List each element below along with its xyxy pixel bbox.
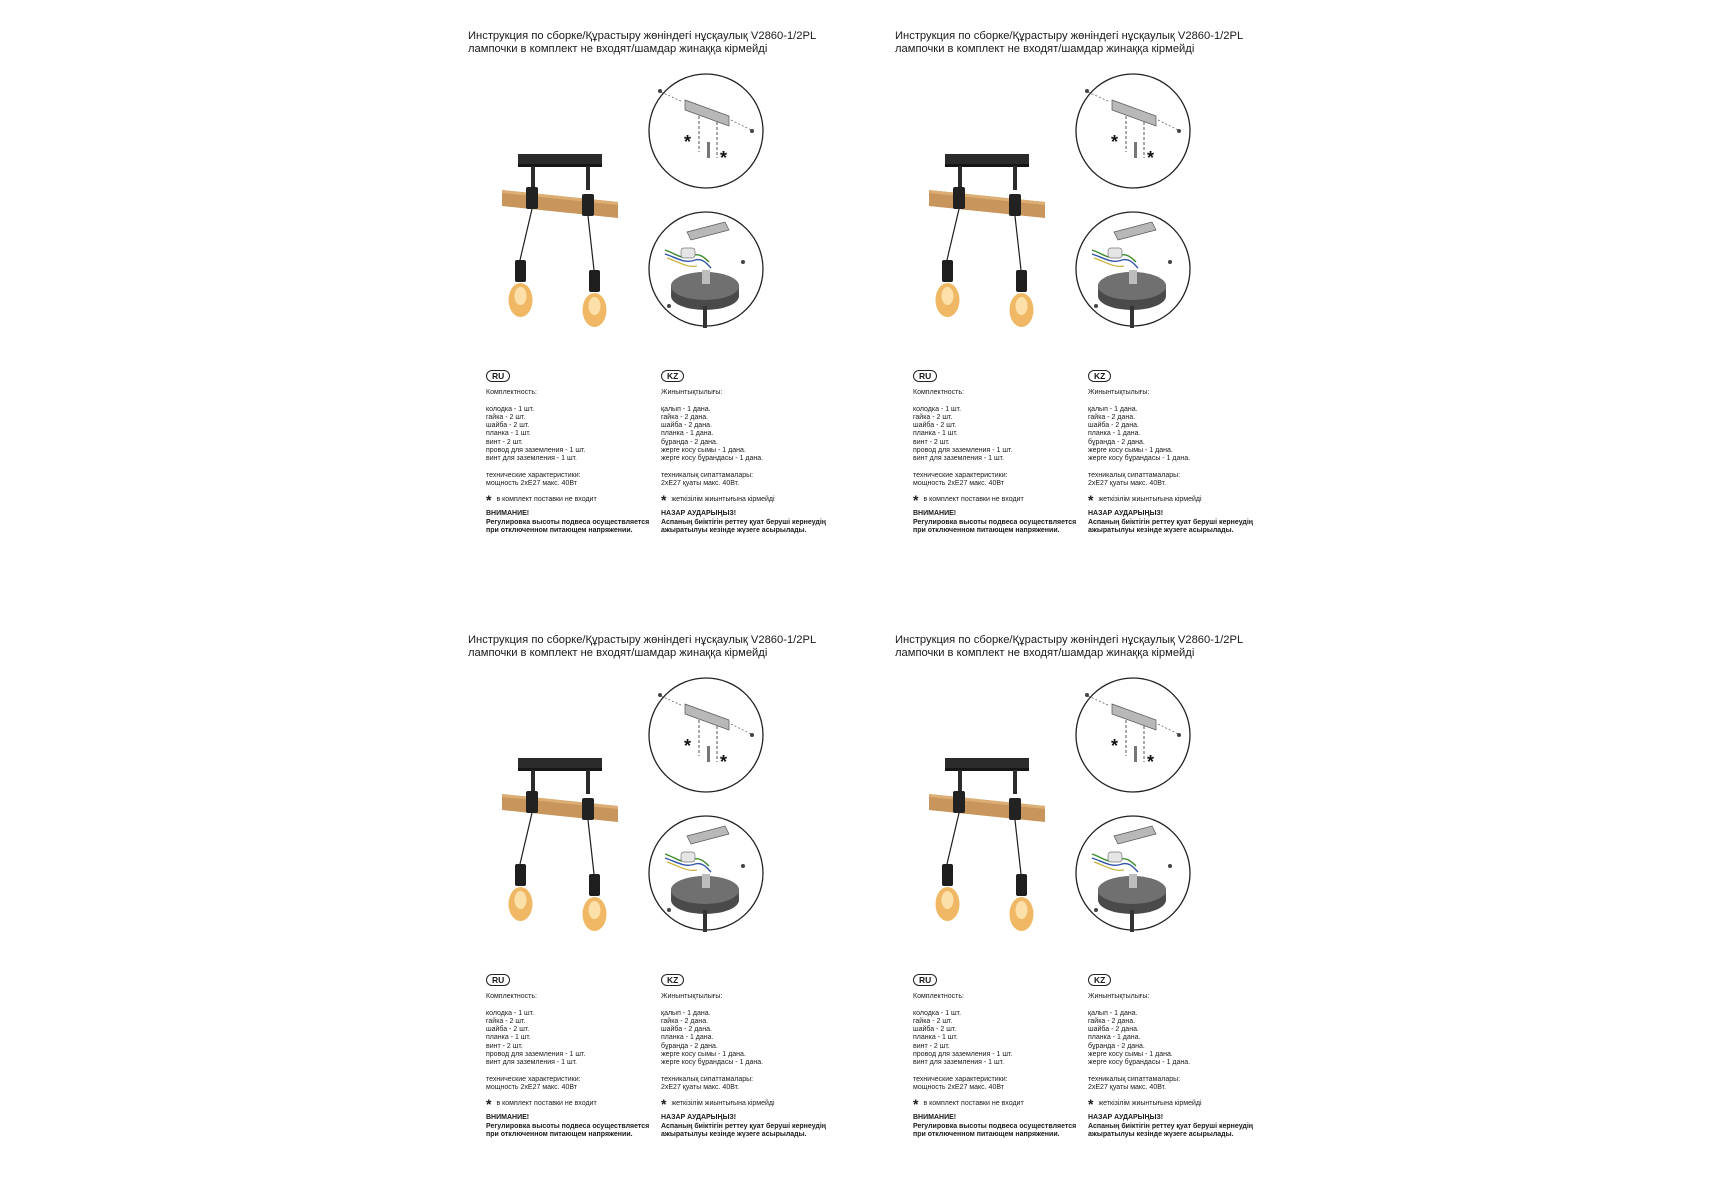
list-item: жерге косу сымы - 1 дана. (1088, 447, 1173, 455)
list-item: гайка - 2 дана. (661, 413, 709, 421)
kz-specs-heading: техникалық сипаттамалары: (661, 471, 754, 479)
list-item: винт для заземления - 1 шт. (486, 1059, 578, 1067)
lamp-photo (913, 120, 1073, 370)
kz-specs-value: 2xE27 қуаты макс. 40Вт. (1088, 479, 1167, 487)
kz-contents-heading: Жинынтықтылығы: (661, 993, 723, 1001)
list-item: гайка - 2 шт. (913, 1017, 953, 1025)
list-item: жерге косу сымы - 1 дана. (1088, 1051, 1173, 1059)
kz-badge: KZ (1088, 370, 1111, 382)
list-item: планка - 1 шт. (913, 1034, 958, 1042)
ru-not-included: в комплект поставки не входит (496, 496, 597, 504)
kz-specs-value: 2xE27 қуаты макс. 40Вт. (661, 479, 740, 487)
asterisk-icon: * (684, 736, 692, 756)
card-title (468, 634, 816, 660)
kz-items-list (661, 1010, 846, 1068)
mounting-bracket-diagram (647, 676, 765, 794)
kz-column (661, 974, 846, 1139)
kz-specs-value: 2xE27 қуаты макс. 40Вт. (1088, 1083, 1167, 1091)
ru-warning-heading: ВНИМАНИЕ! (486, 1114, 530, 1122)
ru-badge: RU (486, 974, 510, 986)
list-item: гайка - 2 шт. (913, 413, 953, 421)
title-line-1: Инструкция по сборке/Құрастыру жөніндегі нұсқаулық V2860-1/2PL (468, 30, 817, 42)
lamp-photo (913, 724, 1073, 974)
kz-warning-line-1: Аспаның биіктігін реттеу қуат беруші кернеудің (661, 1122, 827, 1130)
list-item: қалып - 1 дана. (661, 1009, 711, 1017)
ru-warning-heading: ВНИМАНИЕ! (913, 1114, 957, 1122)
kz-contents-heading: Жинынтықтылығы: (1088, 389, 1150, 397)
lamp-photo (486, 724, 646, 974)
list-item: планка - 1 дана. (661, 1034, 714, 1042)
wiring-canopy-diagram (1074, 210, 1192, 328)
title-line-2: лампочки в комплект не входят/шамдар жинаққа кірмейді (895, 43, 1195, 55)
kz-warning-heading: НАЗАР АУДАРЫҢЫЗ! (1088, 1114, 1164, 1122)
list-item: гайка - 2 шт. (486, 413, 526, 421)
ru-column (486, 370, 661, 535)
ru-warning-line-1: Регулировка высоты подвеса осуществляется (913, 1122, 1077, 1130)
asterisk-icon: * (1147, 752, 1155, 772)
list-item: бұранда - 2 дана. (661, 438, 718, 446)
card-title (468, 30, 816, 56)
list-item: планка - 1 шт. (486, 430, 531, 438)
list-item: колодка - 1 шт. (913, 405, 962, 413)
kz-not-included: жеткізілім жиынтығына кірмейді (671, 1100, 775, 1108)
kz-not-included: жеткізілім жиынтығына кірмейді (1098, 1100, 1202, 1108)
asterisk-icon: * (684, 132, 692, 152)
ru-not-included: в комплект поставки не входит (496, 1100, 597, 1108)
list-item: колодка - 1 шт. (486, 1009, 535, 1017)
kz-column (1088, 974, 1273, 1139)
list-item: планка - 1 дана. (1088, 430, 1141, 438)
list-item: провод для заземления - 1 шт. (486, 447, 586, 455)
list-item: колодка - 1 шт. (913, 1009, 962, 1017)
asterisk-icon: * (913, 492, 919, 509)
title-line-2: лампочки в комплект не входят/шамдар жинаққа кірмейді (895, 647, 1195, 659)
ru-warning-line-1: Регулировка высоты подвеса осуществляется (486, 1122, 650, 1130)
ru-badge: RU (913, 370, 937, 382)
card-title (895, 634, 1243, 660)
list-item: винт - 2 шт. (913, 438, 950, 446)
ru-specs-value: мощность 2xE27 макс. 40Вт (486, 1083, 577, 1091)
asterisk-icon: * (1147, 148, 1155, 168)
list-item: планка - 1 дана. (1088, 1034, 1141, 1042)
kz-not-included: жеткізілім жиынтығына кірмейді (671, 496, 775, 504)
asterisk-icon: * (661, 492, 667, 509)
ru-specs-heading: технические характеристики: (486, 471, 581, 479)
ru-items-list (913, 406, 1088, 464)
instruction-sheet (441, 0, 1287, 1200)
instruction-card (468, 30, 888, 590)
list-item: гайка - 2 дана. (1088, 1017, 1136, 1025)
list-item: винт для заземления - 1 шт. (913, 1059, 1005, 1067)
kz-specs-value: 2xE27 қуаты макс. 40Вт. (661, 1083, 740, 1091)
list-item: планка - 1 дана. (661, 430, 714, 438)
list-item: шайба - 2 дана. (661, 1026, 712, 1034)
list-item: провод для заземления - 1 шт. (913, 447, 1013, 455)
mounting-bracket-diagram (1074, 676, 1192, 794)
ru-items-list (486, 406, 661, 464)
ru-warning-line-2: при отключенном питающем напряжении. (913, 526, 1060, 534)
ru-warning-heading: ВНИМАНИЕ! (486, 510, 530, 518)
ru-not-included: в комплект поставки не входит (923, 1100, 1024, 1108)
kz-items-list (661, 406, 846, 464)
kz-warning-line-2: ажыратылуы кезінде жүзеге асырылады. (1088, 526, 1234, 534)
wiring-canopy-diagram (647, 814, 765, 932)
asterisk-icon: * (486, 1096, 492, 1113)
asterisk-icon: * (1088, 492, 1094, 509)
kz-specs-heading: техникалық сипаттамалары: (661, 1075, 754, 1083)
list-item: қалып - 1 дана. (661, 405, 711, 413)
list-item: планка - 1 шт. (486, 1034, 531, 1042)
kz-column (1088, 370, 1273, 535)
kz-warning-line-1: Аспаның биіктігін реттеу қуат беруші кернеудің (661, 518, 827, 526)
ru-contents-heading: Комплектность: (913, 389, 964, 397)
wiring-canopy-diagram (1074, 814, 1192, 932)
ru-badge: RU (486, 370, 510, 382)
list-item: гайка - 2 дана. (661, 1017, 709, 1025)
ru-specs-value: мощность 2xE27 макс. 40Вт (913, 479, 1004, 487)
ru-warning-line-1: Регулировка высоты подвеса осуществляется (486, 518, 650, 526)
ru-warning-line-2: при отключенном питающем напряжении. (913, 1130, 1060, 1138)
kz-badge: KZ (1088, 974, 1111, 986)
kz-warning-heading: НАЗАР АУДАРЫҢЫЗ! (661, 510, 737, 518)
list-item: шайба - 2 шт. (913, 422, 957, 430)
asterisk-icon: * (1088, 1096, 1094, 1113)
ru-warning-heading: ВНИМАНИЕ! (913, 510, 957, 518)
instruction-card (895, 30, 1315, 590)
list-item: шайба - 2 дана. (1088, 1026, 1139, 1034)
list-item: гайка - 2 дана. (1088, 413, 1136, 421)
asterisk-icon: * (486, 492, 492, 509)
ru-column (913, 974, 1088, 1139)
ru-not-included: в комплект поставки не входит (923, 496, 1024, 504)
title-line-2: лампочки в комплект не входят/шамдар жинаққа кірмейді (468, 647, 768, 659)
kz-warning-line-1: Аспаның биіктігін реттеу қуат беруші кернеудің (1088, 518, 1254, 526)
ru-specs-heading: технические характеристики: (913, 471, 1008, 479)
list-item: жерге косу бұрандасы - 1 дана. (1088, 455, 1191, 463)
kz-warning-line-2: ажыратылуы кезінде жүзеге асырылады. (661, 526, 807, 534)
lamp-photo (486, 120, 646, 370)
ru-items-list (486, 1010, 661, 1068)
kz-badge: KZ (661, 370, 684, 382)
list-item: провод для заземления - 1 шт. (913, 1051, 1013, 1059)
ru-contents-heading: Комплектность: (486, 993, 537, 1001)
list-item: шайба - 2 дана. (661, 422, 712, 430)
kz-contents-heading: Жинынтықтылығы: (661, 389, 723, 397)
list-item: винт - 2 шт. (913, 1042, 950, 1050)
kz-contents-heading: Жинынтықтылығы: (1088, 993, 1150, 1001)
asterisk-icon: * (913, 1096, 919, 1113)
ru-specs-heading: технические характеристики: (913, 1075, 1008, 1083)
title-line-1: Инструкция по сборке/Құрастыру жөніндегі нұсқаулық V2860-1/2PL (895, 634, 1244, 646)
asterisk-icon: * (1111, 132, 1119, 152)
asterisk-icon: * (661, 1096, 667, 1113)
list-item: винт - 2 шт. (486, 438, 523, 446)
list-item: жерге косу сымы - 1 дана. (661, 1051, 746, 1059)
list-item: винт - 2 шт. (486, 1042, 523, 1050)
title-line-2: лампочки в комплект не входят/шамдар жинаққа кірмейді (468, 43, 768, 55)
title-line-1: Инструкция по сборке/Құрастыру жөніндегі нұсқаулық V2860-1/2PL (895, 30, 1244, 42)
list-item: жерге косу бұрандасы - 1 дана. (1088, 1059, 1191, 1067)
ru-column (913, 370, 1088, 535)
ru-items-list (913, 1010, 1088, 1068)
ru-column (486, 974, 661, 1139)
kz-warning-heading: НАЗАР АУДАРЫҢЫЗ! (661, 1114, 737, 1122)
kz-specs-heading: техникалық сипаттамалары: (1088, 471, 1181, 479)
list-item: бұранда - 2 дана. (1088, 438, 1145, 446)
kz-warning-line-1: Аспаның биіктігін реттеу қуат беруші кернеудің (1088, 1122, 1254, 1130)
list-item: жерге косу сымы - 1 дана. (661, 447, 746, 455)
asterisk-icon: * (720, 148, 728, 168)
list-item: жерге косу бұрандасы - 1 дана. (661, 1059, 764, 1067)
kz-badge: KZ (661, 974, 684, 986)
asterisk-icon: * (720, 752, 728, 772)
list-item: жерге косу бұрандасы - 1 дана. (661, 455, 764, 463)
list-item: гайка - 2 шт. (486, 1017, 526, 1025)
ru-specs-value: мощность 2xE27 макс. 40Вт (913, 1083, 1004, 1091)
ru-warning-line-2: при отключенном питающем напряжении. (486, 526, 633, 534)
wiring-canopy-diagram (647, 210, 765, 328)
list-item: қалып - 1 дана. (1088, 1009, 1138, 1017)
list-item: шайба - 2 шт. (486, 422, 530, 430)
kz-warning-line-2: ажыратылуы кезінде жүзеге асырылады. (661, 1130, 807, 1138)
list-item: бұранда - 2 дана. (1088, 1042, 1145, 1050)
kz-items-list (1088, 1010, 1273, 1068)
ru-contents-heading: Комплектность: (486, 389, 537, 397)
kz-warning-line-2: ажыратылуы кезінде жүзеге асырылады. (1088, 1130, 1234, 1138)
ru-contents-heading: Комплектность: (913, 993, 964, 1001)
list-item: шайба - 2 шт. (913, 1026, 957, 1034)
list-item: винт для заземления - 1 шт. (486, 455, 578, 463)
list-item: провод для заземления - 1 шт. (486, 1051, 586, 1059)
ru-badge: RU (913, 974, 937, 986)
mounting-bracket-diagram (1074, 72, 1192, 190)
list-item: планка - 1 шт. (913, 430, 958, 438)
kz-column (661, 370, 846, 535)
list-item: шайба - 2 дана. (1088, 422, 1139, 430)
kz-items-list (1088, 406, 1273, 464)
list-item: колодка - 1 шт. (486, 405, 535, 413)
ru-warning-line-2: при отключенном питающем напряжении. (486, 1130, 633, 1138)
title-line-1: Инструкция по сборке/Құрастыру жөніндегі нұсқаулық V2860-1/2PL (468, 634, 817, 646)
list-item: шайба - 2 шт. (486, 1026, 530, 1034)
ru-specs-heading: технические характеристики: (486, 1075, 581, 1083)
instruction-card (895, 634, 1315, 1194)
asterisk-icon: * (1111, 736, 1119, 756)
list-item: винт для заземления - 1 шт. (913, 455, 1005, 463)
ru-specs-value: мощность 2xE27 макс. 40Вт (486, 479, 577, 487)
ru-warning-line-1: Регулировка высоты подвеса осуществляется (913, 518, 1077, 526)
kz-warning-heading: НАЗАР АУДАРЫҢЫЗ! (1088, 510, 1164, 518)
list-item: бұранда - 2 дана. (661, 1042, 718, 1050)
kz-specs-heading: техникалық сипаттамалары: (1088, 1075, 1181, 1083)
list-item: қалып - 1 дана. (1088, 405, 1138, 413)
mounting-bracket-diagram (647, 72, 765, 190)
kz-not-included: жеткізілім жиынтығына кірмейді (1098, 496, 1202, 504)
instruction-card (468, 634, 888, 1194)
card-title (895, 30, 1243, 56)
